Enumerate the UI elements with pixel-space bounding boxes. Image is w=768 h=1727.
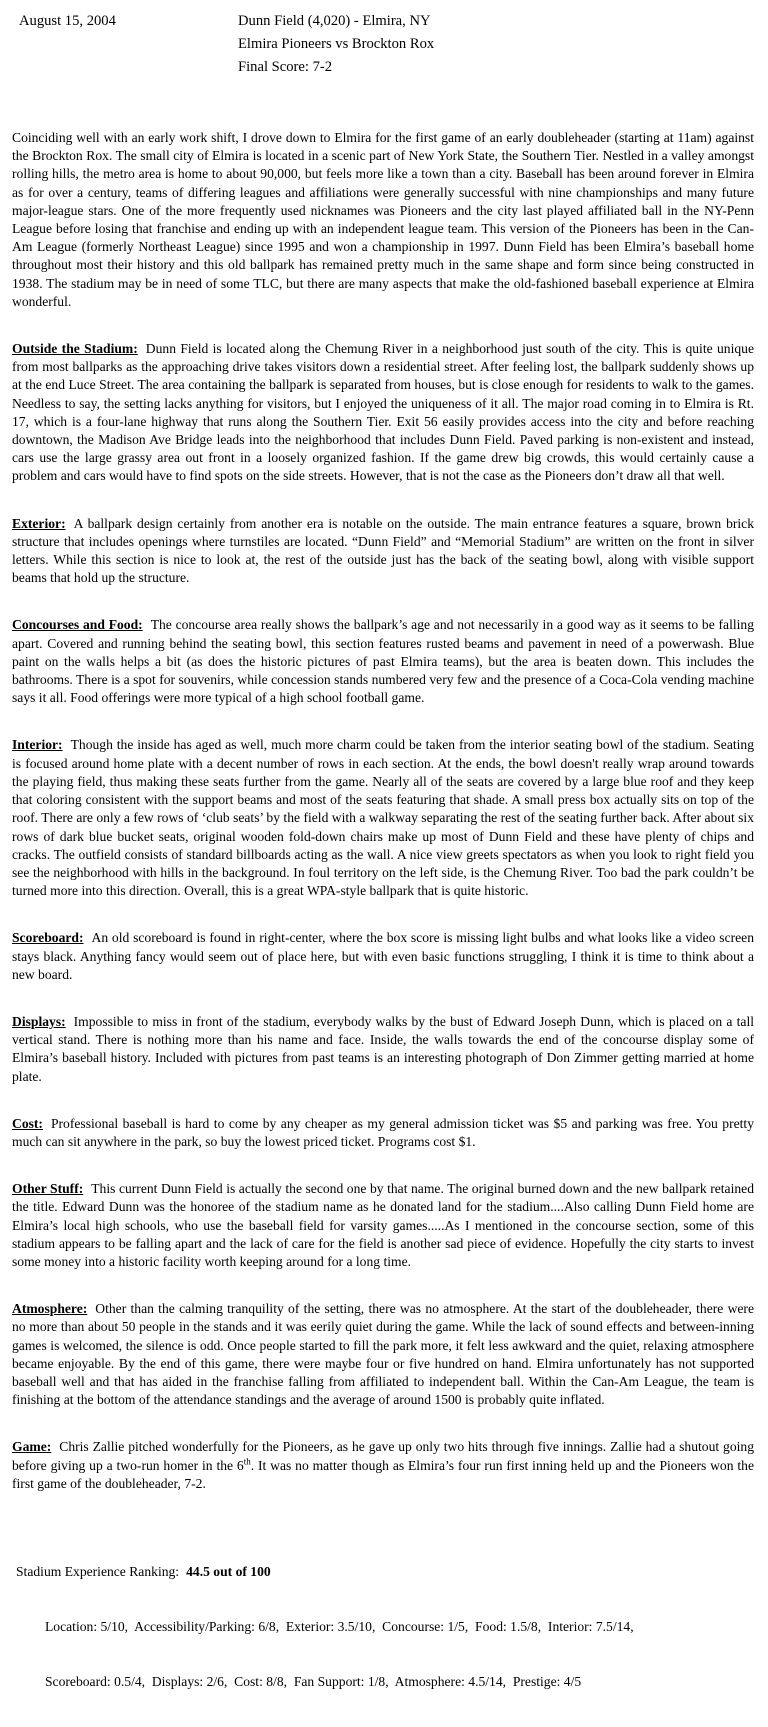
section-scoreboard <box>12 929 754 984</box>
section-heading-scoreboard: Scoreboard: <box>12 930 84 946</box>
ranking-detail-line-2: Scoreboard: 0.5/4, Displays: 2/6, Cost: 8/8, Fan Support: 1/8, Atmosphere: 4.5/14, Prestige: 4/5 <box>45 1673 582 1689</box>
final-score-line: Final Score: 7-2 <box>238 59 333 75</box>
section-outside-the-stadium <box>12 340 754 486</box>
ranking-score: 44.5 out of 100 <box>186 1564 271 1580</box>
section-heading-cost: Cost: <box>12 1115 43 1131</box>
visit-date: August 15, 2004 <box>19 13 116 29</box>
title-block <box>238 10 434 79</box>
section-heading-concourses-and-food: Concourses and Food: <box>12 617 143 633</box>
section-heading-game: Game: <box>12 1439 52 1455</box>
section-game <box>12 1438 754 1493</box>
section-body-game-part2: . It was no matter though as Elmira’s four run first inning held up and the Pioneers won the first game of the doubleheader, 7-2. <box>12 1457 754 1491</box>
section-atmosphere <box>12 1300 754 1409</box>
section-heading-outside-the-stadium: Outside the Stadium: <box>12 341 138 357</box>
ranking-total-line <box>16 1563 754 1581</box>
section-body-cost: Professional baseball is hard to come by any cheaper as my general admission ticket was $5 and parking was free. You pretty much can sit anywhere in the park, so buy the lowest priced ticket. Programs cost $1. <box>12 1115 754 1149</box>
section-body-other-stuff: This current Dunn Field is actually the second one by that name. The original burned down and the new ballpark retained the title. Edward Dunn was the honoree of the stadium name as he donated land for the stadium....Also calling Dunn Field home are Elmira’s local high schools, who use the baseball field for varsity games.....As I mentioned in the concourse section, some of this stadium appears to be falling apart and the lack of care for the field is another sad piece of evidence. Hopefully the city starts to invest some money into a historic facility worth keeping around for a long time. <box>12 1181 754 1269</box>
section-concourses-and-food <box>12 616 754 707</box>
section-body-exterior: A ballpark design certainly from another era is notable on the outside. The main entrance features a square, brown brick structure that includes openings where turnstiles are located. “Dunn Field” and “Memorial Stadium” are written on the front in silver letters. While this section is nice to look at, the rest of the outside just has the back of the seating bowl, along with visible support beams that hold up the structure. <box>12 515 754 586</box>
section-body-concourses-and-food: The concourse area really shows the ballpark’s age and not necessarily in a good way as it seems to be falling apart. Covered and running behind the seating bowl, this section features rusted beams and pavement in need of a powerwash. Blue paint on the walls helps a bit (as does the historic pictures of past Elmira teams), but the area is beaten down. This includes the bathrooms. There is a spot for souvenirs, while concession stands numbered very few and the presence of a Coca-Cola vending machine says it all. Food offerings were more typical of a high school football game. <box>12 617 754 706</box>
section-body-atmosphere: Other than the calming tranquility of the setting, there was no atmosphere. At the start of the doubleheader, there were no more than about 50 people in the stands and it was eerily quiet during the game. While the lack of sound effects and between-inning games is welcomed, the silence is odd. Once people started to fill the park more, it felt less awkward and the quiet, relaxing atmosphere became enjoyable. By the end of this game, there were maybe four or five hundred on hand. Elmira unfortunately has not supported baseball well and that has aided in the franchise falling from affiliated to independent ball. Within the Can-Am League, the team is finishing at the bottom of the attendance standings and the average of around 1500 is probably quite inflated. <box>12 1301 754 1408</box>
document-header <box>12 10 754 79</box>
section-body-displays: Impossible to miss in front of the stadium, everybody walks by the bust of Edward Joseph Dunn, which is placed on a tall vertical stand. There is nothing more than his name and face. Inside, the walls towards the end of the concourse display some of Elmira’s baseball history. Included with pictures from past teams is an interesting photograph of Don Zimmer getting married at home plate. <box>12 1013 754 1084</box>
section-body-game-part1: Chris Zallie pitched wonderfully for the Pioneers, as he gave up only two hits through five innings. Zallie had a shutout going before giving up a two-run homer in the 6 <box>12 1439 754 1473</box>
section-exterior <box>12 515 754 588</box>
intro-paragraph: Coinciding well with an early work shift, I drove down to Elmira for the first game of an early doubleheader (starting at 11am) against the Brockton Rox. The small city of Elmira is located in a scenic part of New York State, the Southern Tier. Nestled in a valley amongst rolling hills, the metro area is home to about 90,000, but feels more like a town than a city. Baseball has been around forever in Elmira as for over a century, teams of differing leagues and affiliations were generally successful with nine championships and many future major-league stars. One of the more frequently used nicknames was Pioneers and the city last played affiliated ball in the NY-Penn League before losing that franchise and ending up with an independent league team. This version of the Pioneers has been in the Can-Am League (formerly Northeast League) since 1995 and won a championship in 1997. Dunn Field has been Elmira’s baseball home throughout most their history and this old ballpark has remained pretty much in the same shape and form since being constructed in 1938. The stadium may be in need of some TLC, but there are many aspects that make the old-fashioned baseball experience at Elmira wonderful. <box>12 130 754 309</box>
matchup-line: Elmira Pioneers vs Brockton Rox <box>238 36 435 52</box>
section-heading-exterior: Exterior: <box>12 515 66 531</box>
venue-title: Dunn Field (4,020) - Elmira, NY <box>238 13 431 29</box>
ranking-detail-line-1: Location: 5/10, Accessibility/Parking: 6/8, Exterior: 3.5/10, Concourse: 1/5, Food: 1.5/8, Interior: 7.5/14, <box>45 1619 634 1634</box>
section-interior <box>12 736 754 900</box>
section-displays <box>12 1013 754 1086</box>
section-body-outside-the-stadium: Dunn Field is located along the Chemung River in a neighborhood just south of the city. This is quite unique from most ballparks as the approaching drive takes visitors down a residential street. After feeling lost, the ballpark suddenly shows up at the end Luce Street. The area containing the ballpark is separated from houses, but is close enough for residents to walk to the games. Needless to say, the setting lacks anything for visitors, but I enjoyed the uniqueness of it all. The major road coming in to Elmira is Rt. 17, which is a four-lane highway that runs along the Southern Tier. Exit 56 easily provides access into the city and before reaching downtown, the Madison Ave Bridge leads into the neighborhood that includes Dunn Field. Paved parking is non-existent and instead, cars use the large grassy area out front in a loosely organized fashion. If the game drew big crowds, this would certainly cause a problem and cars would have to find spots on the side streets. However, that is not the case as the Pioneers don’t draw all that well. <box>12 341 754 484</box>
section-body-scoreboard: An old scoreboard is found in right-center, where the box score is missing light bulbs and what looks like a video screen stays black. Anything fancy would seem out of place here, but with even basic functions struggling, I think it is time to think about a new board. <box>12 930 754 982</box>
section-other-stuff <box>12 1180 754 1271</box>
section-heading-interior: Interior: <box>12 737 63 753</box>
section-heading-atmosphere: Atmosphere: <box>12 1301 88 1317</box>
section-heading-displays: Displays: <box>12 1013 66 1029</box>
ordinal-suffix: th <box>243 1456 251 1467</box>
section-heading-other-stuff: Other Stuff: <box>12 1181 84 1197</box>
section-cost <box>12 1115 754 1151</box>
section-body-interior: Though the inside has aged as well, much more charm could be taken from the interior seating bowl of the stadium. Seating is focused around home plate with a decent number of rows in each section. At the ends, the bowl doesn't really wrap around towards the playing field, thus making these seats further from the game. Nearly all of the seats are covered by a large blue roof and they keep that coloring consistent with the support beams and most of the seats featuring that shade. A small press box actually sits on top of the roof. There are only a few rows of ‘club seats’ by the field with a walkway separating the rest of the seating further back. After about six rows of dark blue bucket seats, original wooden fold-down chairs make up most of Dunn Field and these have plenty of chips and cracks. The outfield consists of standard billboards acting as the wall. A nice view greets spectators as when you look to right field you see the neighborhood with hills in the background. In foul territory on the left side, is the Chemung River. Too bad the park couldn’t be turned more into this direction. Overall, this is a great WPA-style ballpark that is quite historic. <box>12 737 754 899</box>
ranking-label: Stadium Experience Ranking: <box>16 1564 180 1580</box>
ranking-summary <box>12 1527 754 1727</box>
